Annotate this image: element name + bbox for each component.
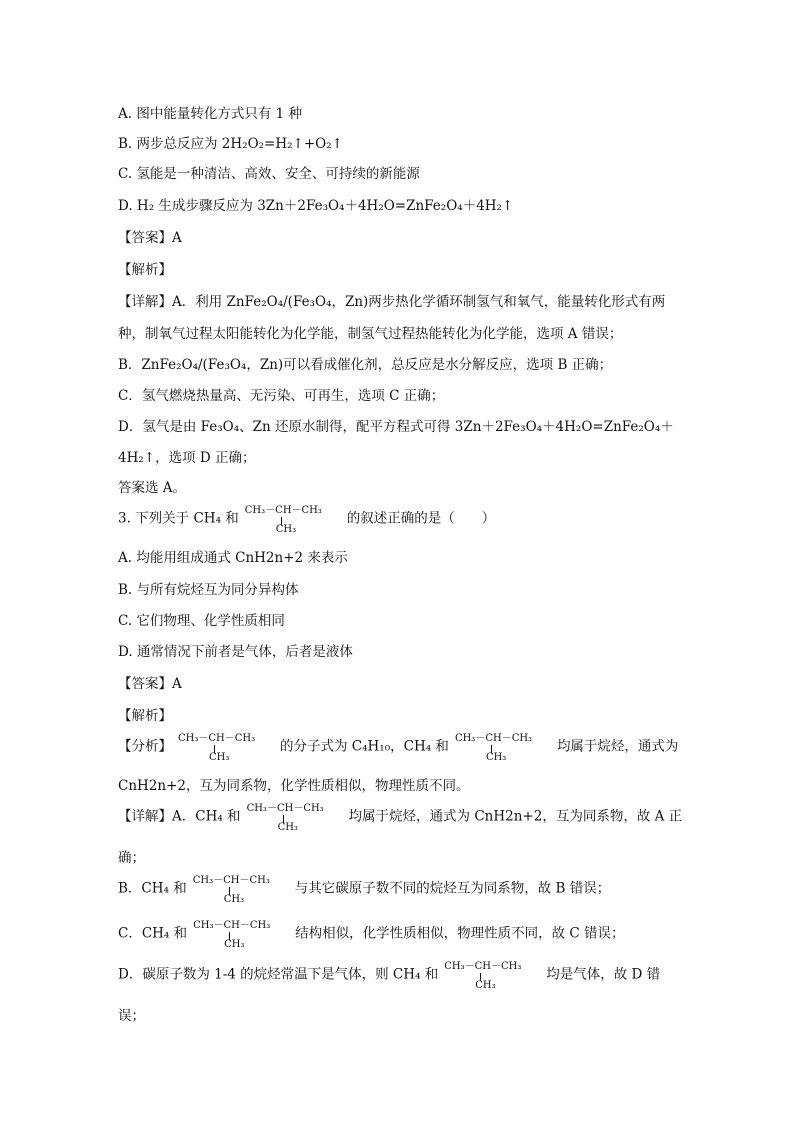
- detail-line-5: D．氢气是由 Fe₃O₄、Zn 还原水制得，配平方程式可得 3Zn＋2Fe₃O₄＋4H₂O=ZnFe₂O₄＋: [118, 419, 674, 435]
- q3-option-c: C. 它们物理、化学性质相同: [118, 613, 285, 629]
- final-answer: 答案选 A。: [118, 480, 187, 496]
- fenxi-text: 均属于烷烃，通式为: [556, 738, 679, 755]
- isobutane-structure: [193, 872, 289, 906]
- analysis-label: 【解析】: [118, 262, 172, 278]
- detail-line-1: 【详解】A．利用 ZnFe₂O₄/(Fe₃O₄，Zn)两步热化学循环制氢气和氧气，能量转化形式有两: [118, 294, 666, 310]
- q3-option-d: D. 通常情况下前者是气体，后者是液体: [118, 644, 353, 660]
- q3-option-a: A. 均能用组成通式 CnH2n+2 来表示: [118, 550, 348, 566]
- struct-bottom: CH₃: [209, 752, 230, 763]
- detail-line-6: 4H₂↑，选项 D 正确；: [118, 450, 256, 466]
- struct-bottom: CH₃: [275, 524, 297, 535]
- isobutane-structure: [444, 958, 540, 992]
- xiangjie-c-prefix: C．CH₄ 和: [118, 925, 188, 942]
- xiangjie-d-cont: 误；: [118, 1008, 145, 1024]
- struct-top: CH₃－CH－CH₃: [244, 505, 322, 516]
- xiangjie-d-text: 均是气体，故 D 错: [546, 966, 661, 983]
- isobutane-structure: [245, 502, 341, 536]
- isobutane-structure: [193, 917, 289, 951]
- struct-top: CH₃－CH－CH₃: [444, 961, 522, 972]
- xiangjie-a-prefix: 【详解】A．CH₄ 和: [118, 808, 241, 825]
- xiangjie-b-text: 与其它碳原子数不同的烷烃互为同系物，故 B 错误；: [294, 880, 611, 897]
- q3-answer: 【答案】A: [118, 676, 182, 692]
- option-c: C. 氢能是一种清洁、高效、安全、可持续的新能源: [118, 166, 420, 182]
- xiangjie-a-text: 均属于烷烃，通式为 CnH2n+2，互为同系物，故 A 正: [348, 808, 683, 825]
- option-a: A. 图中能量转化方式只有 1 种: [118, 106, 303, 122]
- struct-top: CH₃－CH－CH₃: [178, 733, 256, 744]
- struct-top: CH₃－CH－CH₃: [454, 733, 533, 744]
- struct-top: CH₃－CH－CH₃: [246, 803, 324, 814]
- fenxi-line-2: CnH2n+2，互为同系物，化学性质相似，物理性质不同。: [118, 778, 470, 794]
- isobutane-structure: [178, 730, 274, 764]
- detail-line-4: C．氢气燃烧热量高、无污染、可再生，选项 C 正确；: [118, 388, 445, 404]
- struct-bottom: CH₃: [475, 980, 496, 991]
- isobutane-structure: [455, 730, 551, 764]
- struct-bottom: CH₃: [223, 894, 245, 905]
- xiangjie-d-prefix: D．碳原子数为 1-4 的烷烃常温下是气体，则 CH₄ 和: [118, 966, 439, 983]
- option-b: B. 两步总反应为 2H₂O₂=H₂↑+O₂↑: [118, 136, 343, 152]
- xiangjie-c: [118, 917, 625, 951]
- q3-option-b: B. 与所有烷烃互为同分异构体: [118, 582, 299, 598]
- struct-top: CH₃－CH－CH₃: [193, 920, 271, 931]
- xiangjie-a-cont: 确；: [118, 850, 145, 866]
- fenxi-line-1: [118, 730, 678, 764]
- struct-bottom: CH₃: [224, 939, 245, 950]
- q3-analysis-label: 【解析】: [118, 708, 172, 724]
- xiangjie-d: [118, 958, 660, 992]
- struct-bottom: CH₃: [277, 822, 298, 833]
- question-3: [118, 502, 495, 536]
- detail-line-2: 种，制氧气过程太阳能转化为化学能，制氢气过程热能转化为化学能，选项 A 错误；: [118, 326, 623, 342]
- fenxi-label: 【分析】: [118, 738, 172, 755]
- struct-bottom: CH₃: [485, 752, 507, 763]
- struct-top: CH₃－CH－CH₃: [192, 875, 270, 886]
- answer-label: 【答案】A: [118, 230, 182, 246]
- xiangjie-a: [118, 800, 682, 834]
- option-d: D. H₂ 生成步骤反应为 3Zn＋2Fe₃O₄＋4H₂O=ZnFe₂O₄＋4H₂↑: [118, 198, 514, 214]
- isobutane-structure: [247, 800, 343, 834]
- detail-line-3: B．ZnFe₂O₄/(Fe₃O₄，Zn)可以看成催化剂，总反应是水分解反应，选项 B 正确；: [118, 357, 613, 373]
- xiangjie-b-prefix: B．CH₄ 和: [118, 880, 187, 897]
- q3-prefix: 3. 下列关于 CH₄ 和: [118, 510, 239, 527]
- q3-suffix: 的叙述正确的是（ ）: [346, 510, 496, 527]
- xiangjie-b: [118, 872, 610, 906]
- xiangjie-c-text: 结构相似，化学性质相似，物理性质不同，故 C 错误；: [295, 925, 625, 942]
- fenxi-text: 的分子式为 C₄H₁₀，CH₄ 和: [280, 738, 449, 755]
